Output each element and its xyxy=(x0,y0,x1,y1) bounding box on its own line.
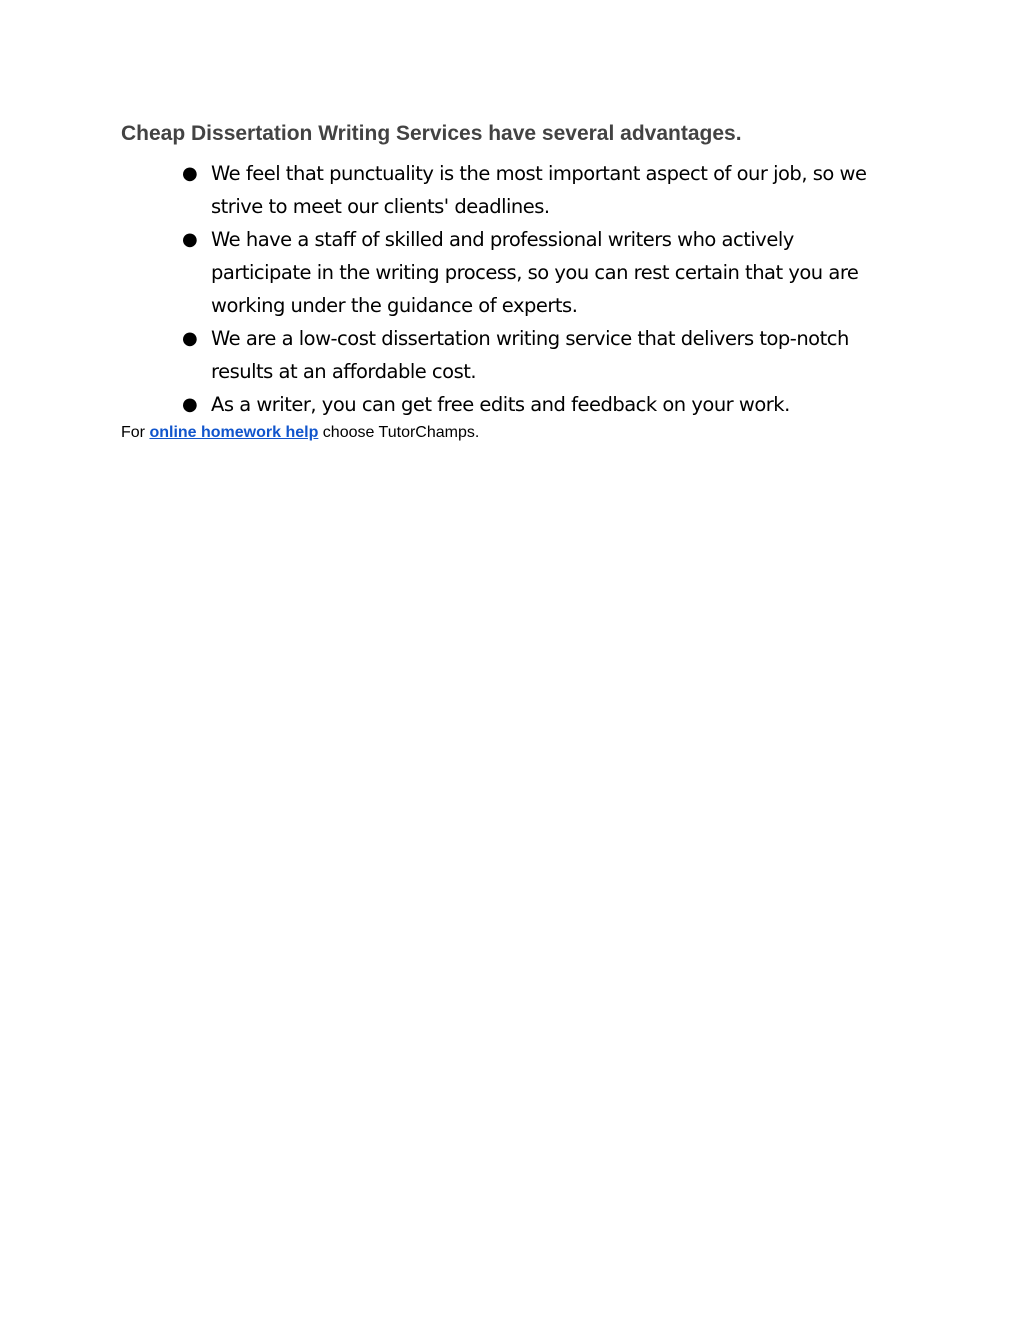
online-homework-help-link[interactable]: online homework help xyxy=(149,424,319,441)
list-item xyxy=(182,157,882,223)
list-item-text: We feel that punctuality is the most important aspect of our job, so we strive to meet our clients' deadlines. xyxy=(211,162,867,218)
footer-suffix: choose TutorChamps. xyxy=(318,424,480,441)
list-item xyxy=(182,223,882,322)
footer-line xyxy=(121,423,479,443)
advantages-list xyxy=(182,157,882,421)
list-item xyxy=(182,388,882,421)
list-item-text: As a writer, you can get free edits and feedback on your work. xyxy=(211,393,790,416)
list-item-text: We are a low-cost dissertation writing service that delivers top-notch results at an affordable cost. xyxy=(211,327,849,383)
footer-prefix: For xyxy=(121,424,150,441)
list-item-text: We have a staff of skilled and professional writers who actively participate in the writing process, so you can rest certain that you are working under the guidance of experts. xyxy=(211,228,859,317)
list-item xyxy=(182,322,882,388)
bullet-icon: ● xyxy=(182,163,198,184)
bullet-icon: ● xyxy=(182,328,198,349)
bullet-icon: ● xyxy=(182,229,198,250)
document-heading: Cheap Dissertation Writing Services have several advantages. xyxy=(121,122,742,145)
bullet-icon: ● xyxy=(182,394,198,415)
